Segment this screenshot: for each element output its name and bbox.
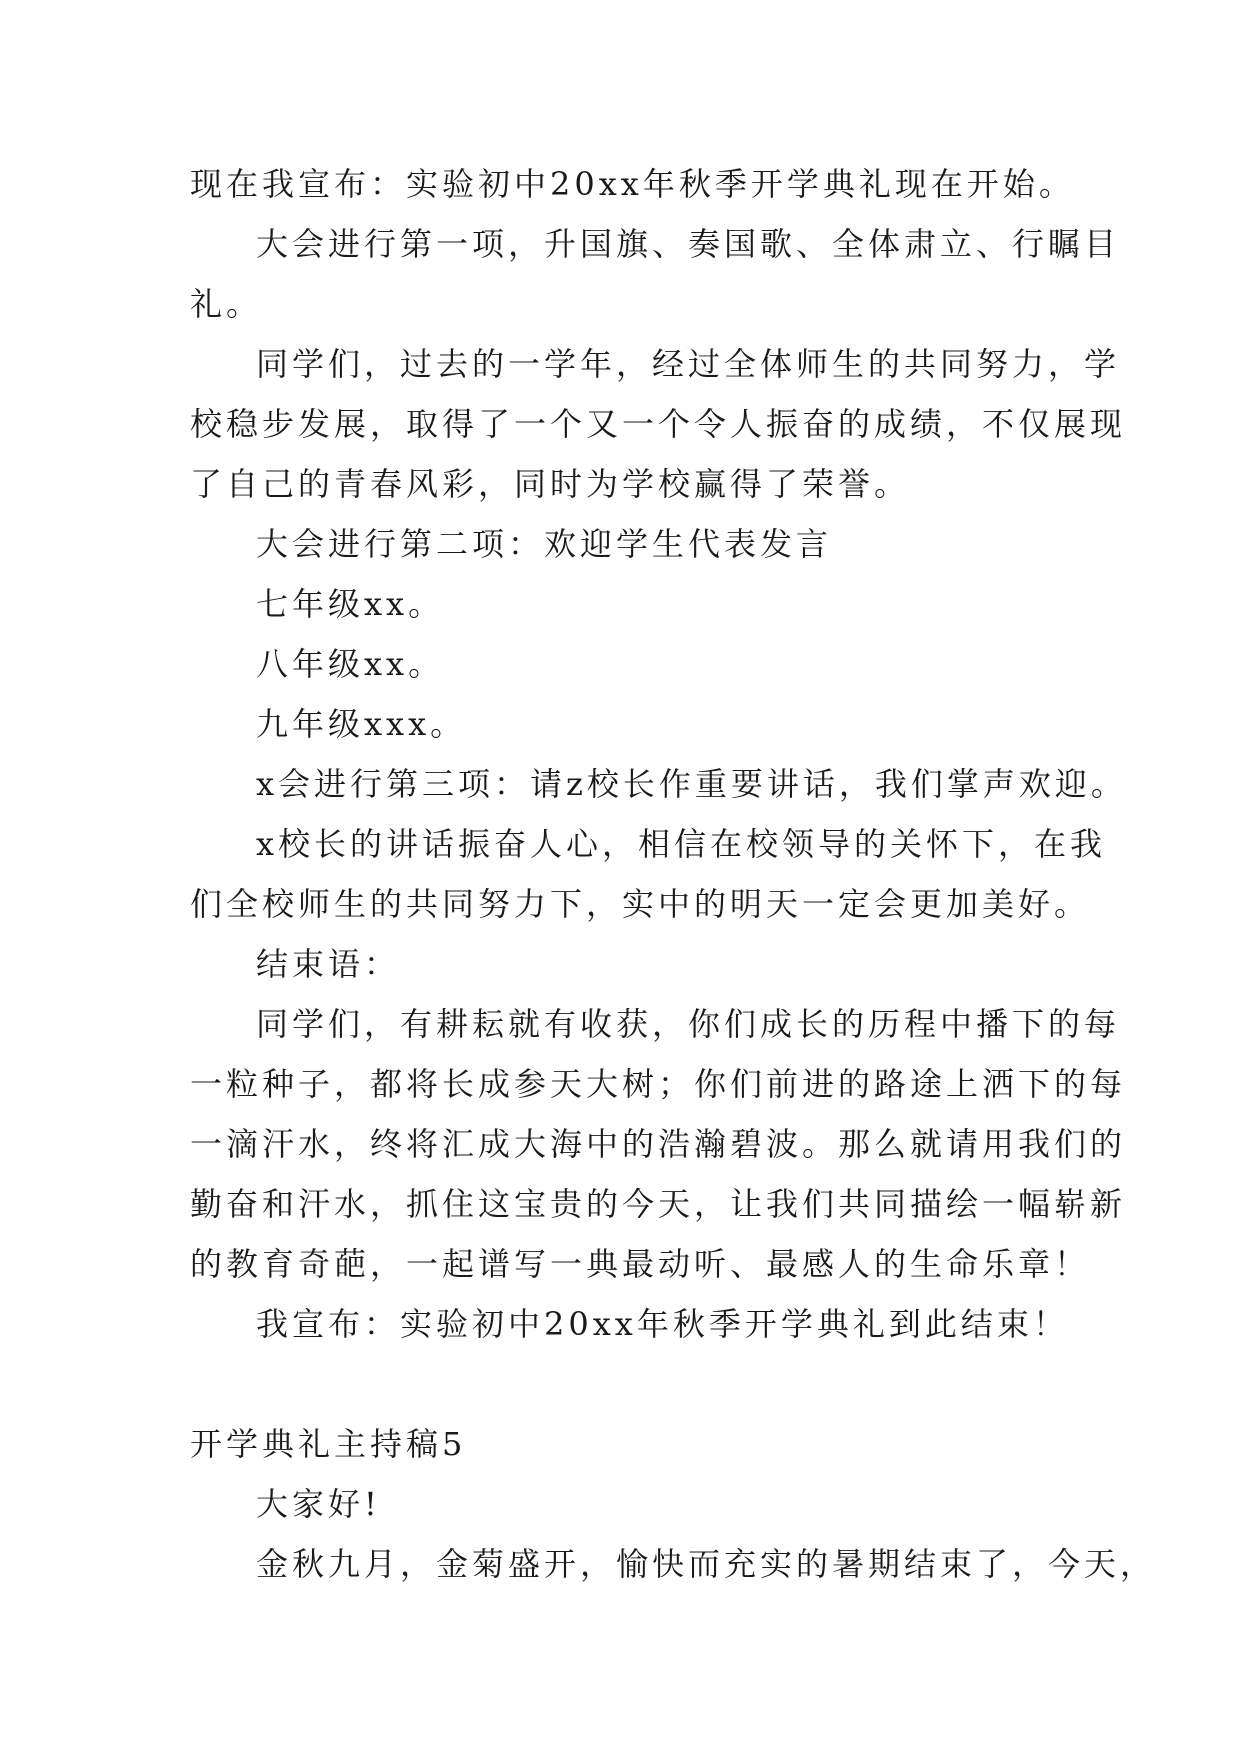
text-line: 一滴汗水，终将汇成大海中的浩瀚碧波。那么就请用我们的 bbox=[190, 1125, 1127, 1163]
text-line: 大家好! bbox=[256, 1485, 381, 1523]
text-line: 们全校师生的共同努力下，实中的明天一定会更加美好。 bbox=[190, 885, 1091, 923]
text-line: 礼。 bbox=[190, 285, 263, 323]
text-line: 校稳步发展，取得了一个又一个令人振奋的成绩，不仅展现 bbox=[190, 405, 1127, 443]
text-line: 的教育奇葩，一起谱写一典最动听、最感人的生命乐章！ bbox=[190, 1245, 1091, 1283]
text-line: 九年级xxx。 bbox=[256, 705, 467, 743]
text-line: 同学们，有耕耘就有收获，你们成长的历程中播下的每 bbox=[256, 1005, 1121, 1043]
text-line: 七年级xx。 bbox=[256, 585, 445, 623]
text-line: 大会进行第一项，升国旗、奏国歌、全体肃立、行瞩目 bbox=[256, 225, 1121, 263]
text-line: 了自己的青春风彩，同时为学校赢得了荣誉。 bbox=[190, 465, 911, 503]
text-line: 结束语： bbox=[256, 945, 401, 983]
text-line: 现在我宣布：实验初中20xx年秋季开学典礼现在开始。 bbox=[190, 165, 1075, 203]
text-line: 同学们，过去的一学年，经过全体师生的共同努力，学 bbox=[256, 345, 1121, 383]
text-line: 八年级xx。 bbox=[256, 645, 445, 683]
section-title: 开学典礼主持稿5 bbox=[190, 1425, 467, 1463]
text-line: 金秋九月，金菊盛开，愉快而充实的暑期结束了，今天， bbox=[256, 1545, 1157, 1583]
text-line: 一粒种子，都将长成参天大树；你们前进的路途上洒下的每 bbox=[190, 1065, 1127, 1103]
text-line: 勤奋和汗水，抓住这宝贵的今天，让我们共同描绘一幅崭新 bbox=[190, 1185, 1127, 1223]
text-line: 大会进行第二项：欢迎学生代表发言 bbox=[256, 525, 833, 563]
text-line: 我宣布：实验初中20xx年秋季开学典礼到此结束！ bbox=[256, 1305, 1069, 1343]
text-line: x会进行第三项：请z校长作重要讲话，我们掌声欢迎。 bbox=[256, 765, 1127, 803]
text-line: x校长的讲话振奋人心，相信在校领导的关怀下，在我 bbox=[256, 825, 1107, 863]
